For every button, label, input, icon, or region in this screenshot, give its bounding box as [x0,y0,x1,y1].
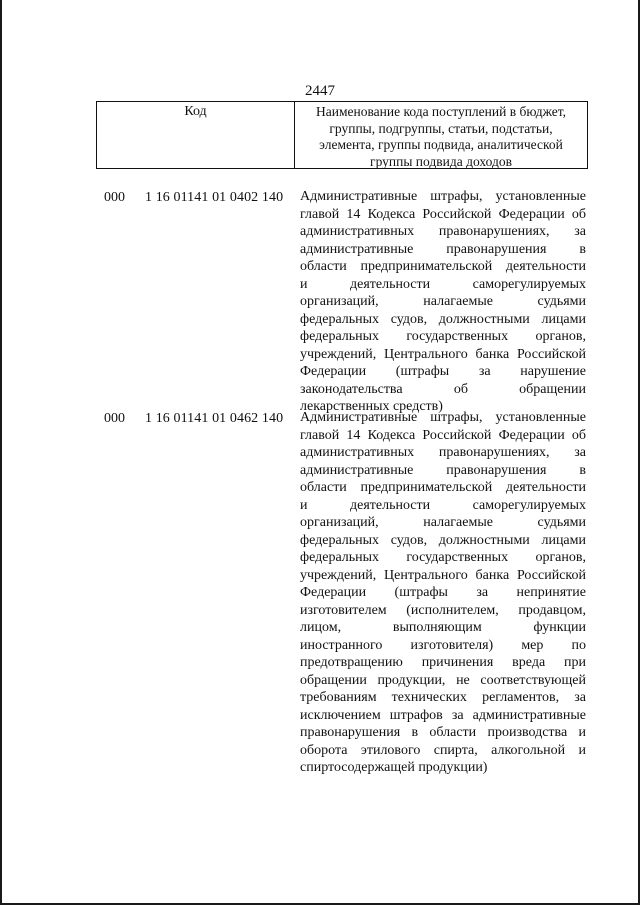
row-1-line: административные правонарушения в [300,241,586,257]
header-name-line: группы, подгруппы, статьи, подстатьи, [329,120,553,136]
row-1-line: главой 14 Кодекса Российской Федерации об [300,206,586,222]
header-name-line: элемента, группы подвида, аналитической [319,137,563,152]
row-2-line: предотвращению причинения вреда при [300,655,586,670]
row-1-line: лекарственных средств) [300,399,443,414]
row-2-line: административных правонарушениях, за [300,445,586,460]
header-code-label: Код [184,104,207,119]
row-1-line: законодательства об обращении [300,381,586,397]
row-2-line: иностранного изготовителя) мер по [300,637,586,653]
row-2-line: учреждений, Центрального банка Российской [300,567,586,583]
table-header [96,101,588,169]
row-2-income-code: 1 16 01141 01 0462 140 [145,411,284,426]
row-1-line: Административные штрафы, установленные [300,189,586,204]
row-2-line: лицом, выполняющим функции [300,620,586,635]
row-2-line: и деятельности саморегулируемых [300,497,586,513]
row-2-line: оборота этилового спирта, алкогольной и [300,742,586,758]
row-2-line: Федерации (штрафы за непринятие [300,585,586,600]
row-2-line: требованиям технических регламентов, за [300,690,586,705]
row-2-line: обращении продукции, не соответствующей [300,672,586,688]
page-number: 2447 [305,83,335,99]
row-2-line: Административные штрафы, установленные [300,410,586,425]
row-1-line: федеральных государственных органов, [300,329,586,344]
row-1-admin-code: 000 [104,190,125,205]
row-1-line: организаций, налагаемые судьями [300,294,586,309]
row-2-line: главой 14 Кодекса Российской Федерации об [300,427,586,443]
header-name-label [295,104,587,170]
header-name-line: группы подвида доходов [370,153,512,169]
row-1-line: учреждений, Центрального банка Российской [300,346,586,362]
row-1-line: и деятельности саморегулируемых [300,276,586,292]
row-1-line: административных правонарушениях, за [300,224,586,239]
row-1-income-code: 1 16 01141 01 0402 140 [145,190,284,205]
row-1-description [300,188,586,416]
row-2-line: федеральных судов, должностными лицами [300,532,586,548]
row-2-line: области предпринимательской деятельности [300,480,586,495]
page-frame-left [0,0,2,905]
row-2-line: организаций, налагаемые судьями [300,515,586,530]
row-2-admin-code: 000 [104,411,125,426]
row-2-line: административные правонарушения в [300,462,586,478]
row-1-line: Федерации (штрафы за нарушение [300,364,586,379]
row-2-line: правонарушения в области производства и [300,725,586,740]
row-2-line: спиртосодержащей продукции) [300,760,488,775]
row-2-line: изготовителем (исполнителем, продавцом, [300,602,586,618]
row-2-line: федеральных государственных органов, [300,550,586,565]
header-name-line: Наименование кода поступлений в бюджет, [315,104,566,119]
row-2-description [300,409,586,777]
row-1-line: области предпринимательской деятельности [300,259,586,274]
row-1-line: федеральных судов, должностными лицами [300,311,586,327]
row-2-line: исключением штрафов за административные [300,707,586,723]
